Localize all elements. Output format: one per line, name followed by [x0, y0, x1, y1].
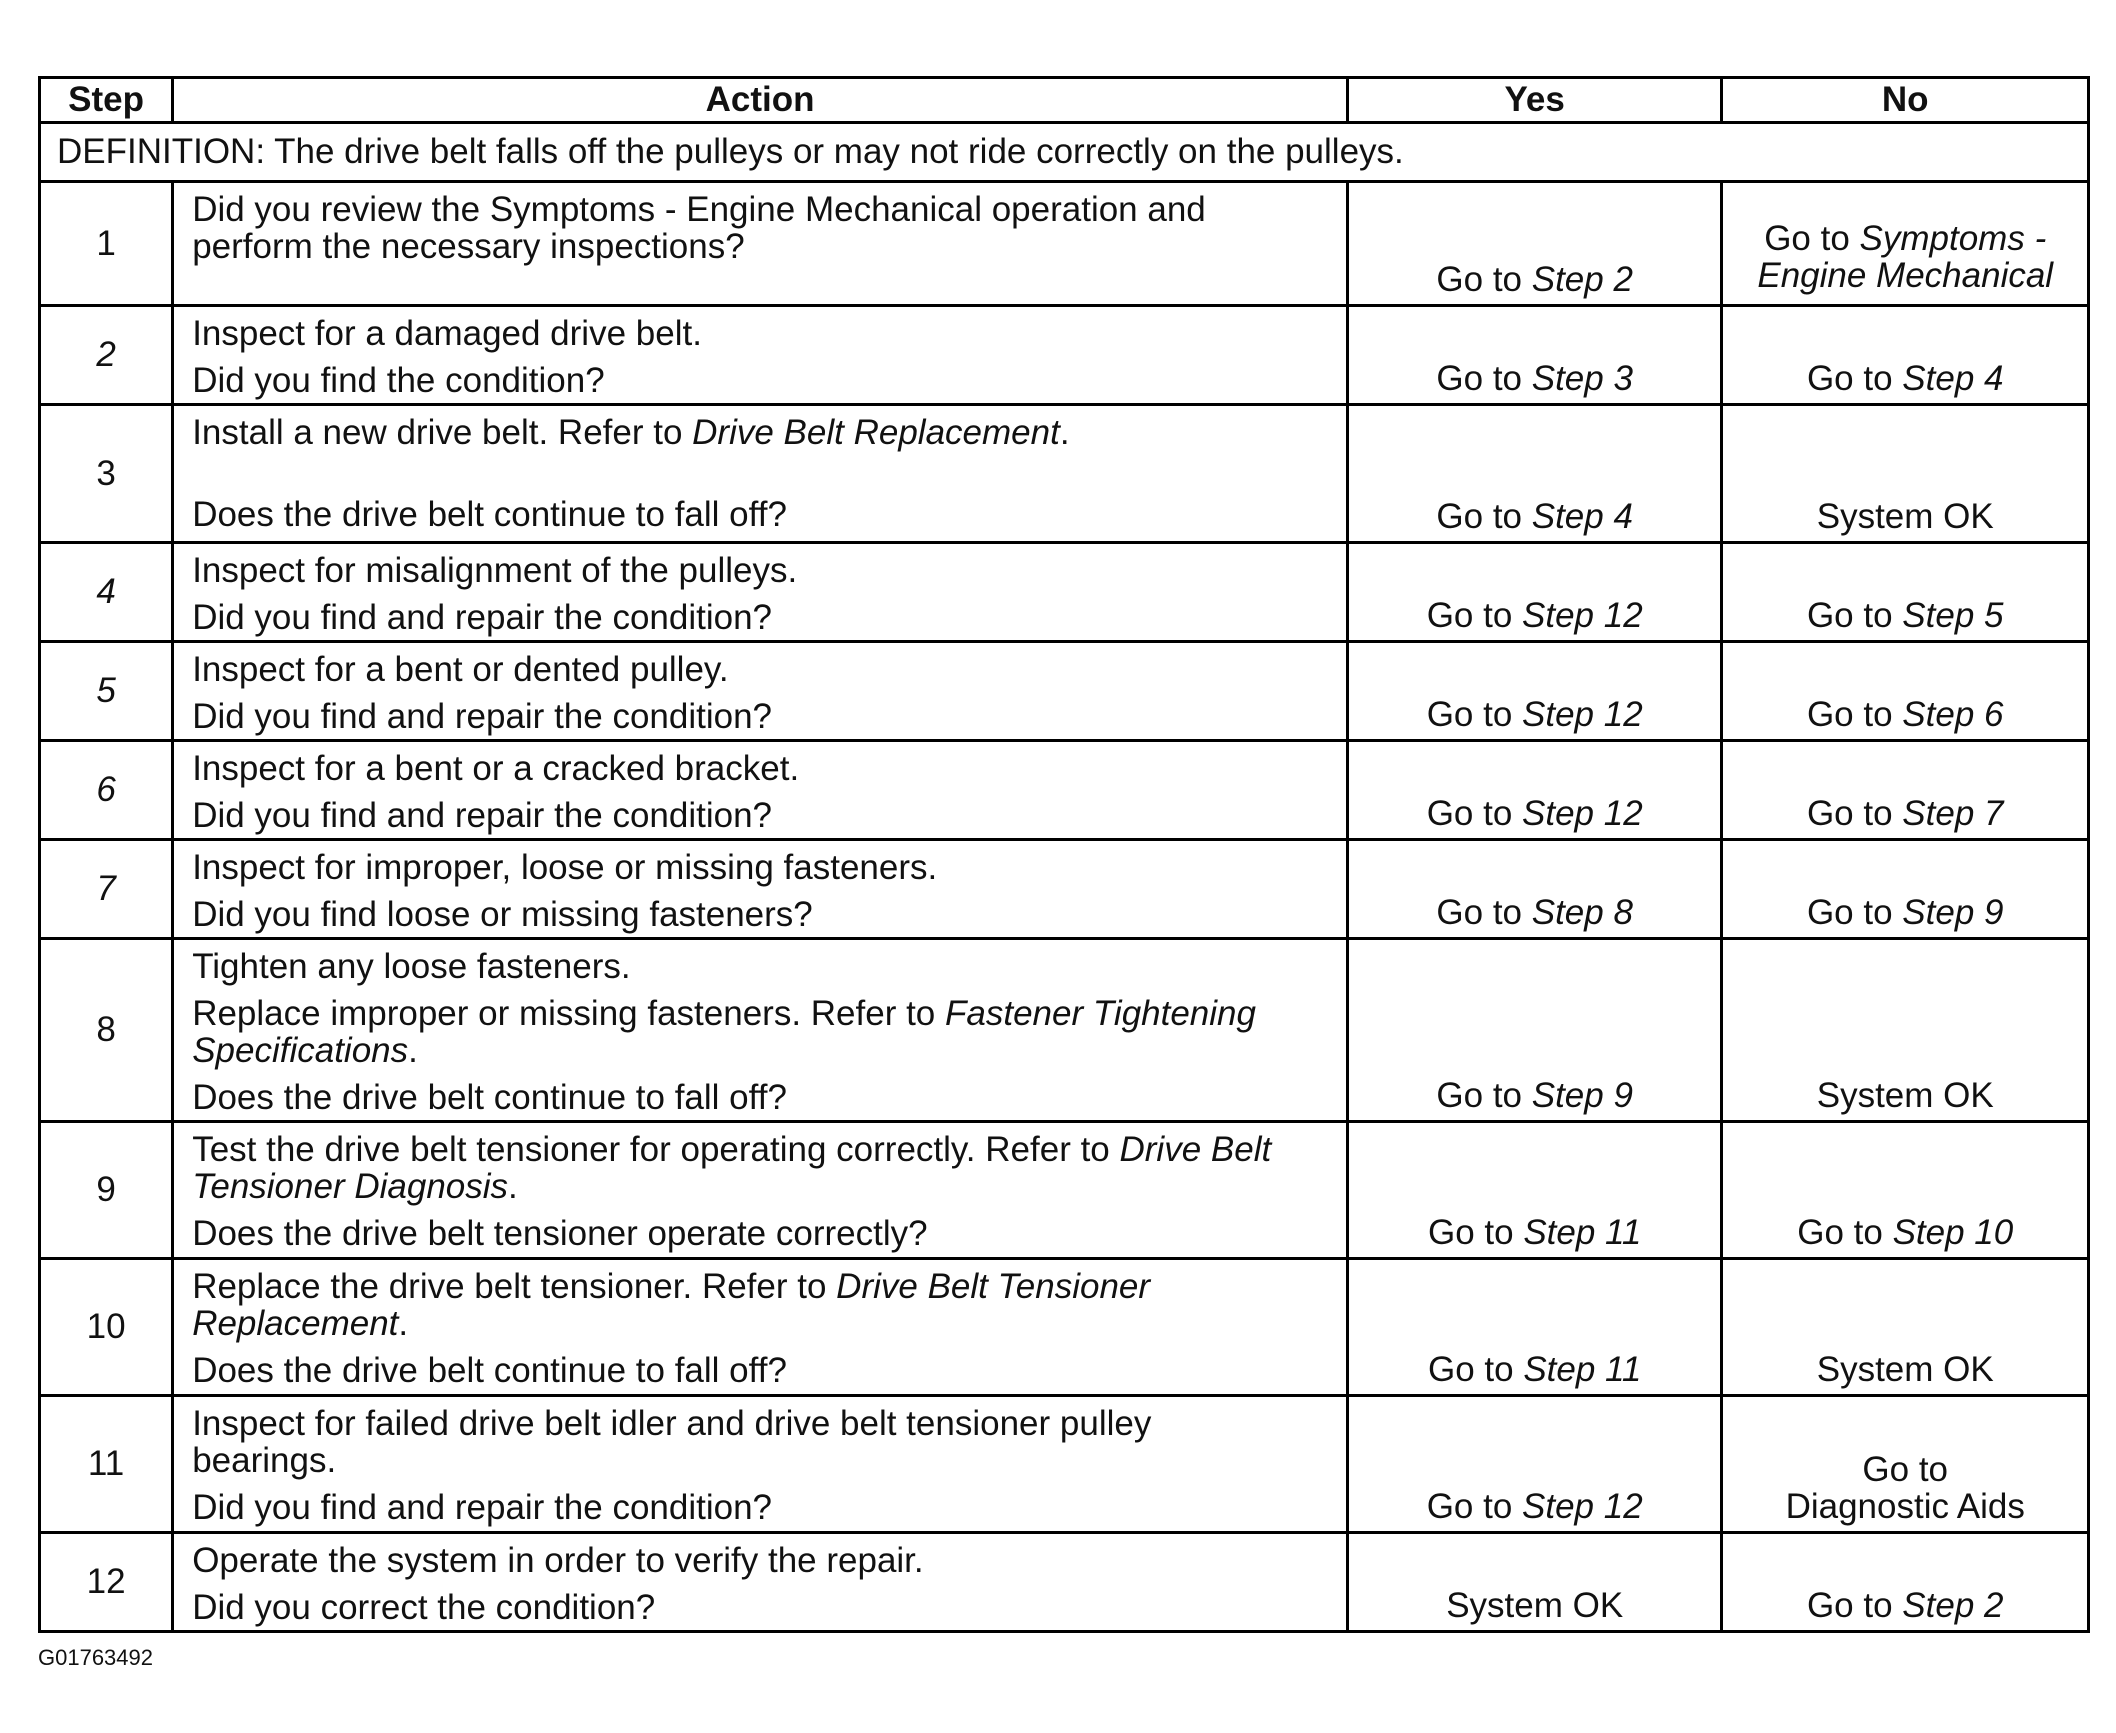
table-row	[40, 840, 2089, 939]
reference-link[interactable]: Fastener Tightening	[945, 994, 1256, 1033]
header-no: No	[1722, 78, 2089, 123]
action-cell	[173, 1533, 1348, 1632]
yes-prefix: Go to	[1426, 1487, 1523, 1526]
yes-cell	[1347, 840, 1722, 939]
action-cell	[173, 405, 1348, 543]
action-cell	[173, 1259, 1348, 1396]
action-line: Did you find the condition?	[192, 361, 605, 400]
reference-link[interactable]: Specifications	[192, 1031, 409, 1070]
action-line: Replacement.	[192, 1304, 409, 1343]
yes-prefix: Go to	[1426, 794, 1523, 833]
action-cell	[173, 543, 1348, 642]
action-line: Inspect for a bent or dented pulley.	[192, 650, 729, 689]
no-prefix: Go to	[1764, 218, 1860, 258]
action-line: bearings.	[192, 1441, 337, 1480]
action-line: Install a new drive belt. Refer to Drive Belt Replacement.	[192, 413, 1070, 452]
yes-ref: Step 4	[1531, 497, 1633, 536]
no-ref: Step 6	[1902, 695, 2004, 734]
no-ref: Step 5	[1902, 596, 2004, 635]
no-ref: Step 9	[1902, 893, 2004, 932]
action-line: Inspect for misalignment of the pulleys.	[192, 551, 798, 590]
yes-cell	[1347, 182, 1722, 306]
reference-link[interactable]: Replacement	[192, 1304, 399, 1343]
yes-cell	[1347, 1122, 1722, 1259]
yes-prefix: Go to	[1426, 695, 1523, 734]
action-cell	[173, 840, 1348, 939]
yes-cell	[1347, 1396, 1722, 1533]
yes-ref: Step 12	[1522, 596, 1643, 635]
step-number: 5	[40, 642, 173, 741]
figure-id: G01763492	[38, 1645, 153, 1670]
yes-cell	[1347, 741, 1722, 840]
yes-cell	[1347, 939, 1722, 1122]
yes-prefix: Go to	[1436, 893, 1532, 932]
action-line: Does the drive belt continue to fall off?	[192, 1078, 787, 1117]
table-row	[40, 741, 2089, 840]
action-cell	[173, 182, 1348, 306]
yes-prefix: Go to	[1426, 596, 1523, 635]
no-prefix: Go to	[1806, 695, 1903, 734]
yes-ref: Step 11	[1523, 1213, 1642, 1252]
no-prefix: Go to	[1806, 596, 1903, 635]
action-line: Replace improper or missing fasteners. Refer to Fastener Tightening	[192, 994, 1256, 1033]
yes-ref: Step 9	[1531, 1076, 1633, 1115]
no-cell	[1722, 543, 2089, 642]
table-row	[40, 1396, 2089, 1533]
header-action: Action	[173, 78, 1348, 123]
step-number: 2	[40, 306, 173, 405]
yes-prefix: Go to	[1427, 1213, 1524, 1252]
table-row	[40, 543, 2089, 642]
no-ref: Step 7	[1902, 794, 2004, 833]
action-line: Did you find and repair the condition?	[192, 1488, 773, 1527]
table-row	[40, 306, 2089, 405]
table-row	[40, 1122, 2089, 1259]
yes-cell	[1347, 1259, 1722, 1396]
action-line: Did you find and repair the condition?	[192, 697, 773, 736]
no-prefix: Go to	[1862, 1450, 1949, 1489]
reference-link[interactable]: Drive Belt	[1119, 1130, 1272, 1169]
action-line: Did you find and repair the condition?	[192, 796, 773, 835]
header-row	[40, 78, 2089, 123]
action-cell	[173, 741, 1348, 840]
table-row	[40, 405, 2089, 543]
definition-text: DEFINITION: The drive belt falls off the pulleys or may not ride correctly on the pulleys.	[40, 123, 2089, 182]
action-line: perform the necessary inspections?	[192, 227, 745, 266]
action-line: Does the drive belt continue to fall off?	[192, 495, 787, 534]
definition-row	[40, 123, 2089, 182]
table-row	[40, 642, 2089, 741]
reference-link[interactable]: Tensioner Diagnosis	[192, 1167, 509, 1206]
step-number: 1	[40, 182, 173, 306]
action-line: Replace the drive belt tensioner. Refer to Drive Belt Tensioner	[192, 1267, 1151, 1306]
step-number: 4	[40, 543, 173, 642]
diagnostic-table	[38, 76, 2090, 1633]
yes-ref: Step 12	[1522, 794, 1643, 833]
action-line: Does the drive belt continue to fall off?	[192, 1351, 787, 1390]
no-prefix: Go to	[1806, 893, 1903, 932]
yes-ref: Step 2	[1531, 260, 1633, 299]
no-ref: Symptoms -	[1859, 218, 2047, 258]
action-line: Did you review the Symptoms - Engine Mechanical operation and	[192, 190, 1206, 229]
action-line: Did you find loose or missing fasteners?	[192, 895, 813, 934]
yes-cell: System OK	[1347, 1533, 1722, 1632]
table-row	[40, 939, 2089, 1122]
action-line: Inspect for failed drive belt idler and drive belt tensioner pulley	[192, 1404, 1152, 1443]
yes-ref: Step 11	[1523, 1350, 1642, 1389]
no-cell: System OK	[1722, 939, 2089, 1122]
yes-prefix: Go to	[1436, 359, 1532, 398]
action-line: Specifications.	[192, 1031, 418, 1070]
yes-ref: Step 3	[1531, 359, 1633, 398]
header-yes: Yes	[1347, 78, 1722, 123]
action-cell	[173, 642, 1348, 741]
yes-ref: Step 8	[1531, 893, 1633, 932]
table-row	[40, 182, 2089, 306]
no-prefix: Go to	[1806, 1586, 1903, 1625]
no-cell	[1722, 741, 2089, 840]
step-number: 8	[40, 939, 173, 1122]
yes-prefix: Go to	[1436, 1076, 1532, 1115]
step-number: 12	[40, 1533, 173, 1632]
no-cell	[1722, 182, 2089, 306]
yes-cell	[1347, 306, 1722, 405]
yes-cell	[1347, 642, 1722, 741]
action-line: Did you correct the condition?	[192, 1588, 656, 1627]
action-line: Inspect for a damaged drive belt.	[192, 314, 702, 353]
step-number: 7	[40, 840, 173, 939]
action-line: Tighten any loose fasteners.	[192, 947, 631, 986]
yes-prefix: Go to	[1436, 260, 1532, 299]
yes-cell	[1347, 405, 1722, 543]
action-line: Does the drive belt tensioner operate correctly?	[192, 1214, 928, 1253]
reference-link[interactable]: Drive Belt Tensioner	[836, 1267, 1151, 1306]
no-ref: Engine Mechanical	[1757, 255, 2054, 295]
step-number: 10	[40, 1259, 173, 1396]
no-cell	[1722, 1122, 2089, 1259]
yes-ref: Step 12	[1522, 1487, 1643, 1526]
table-row	[40, 1259, 2089, 1396]
no-ref: Step 4	[1902, 359, 2004, 398]
step-number: 3	[40, 405, 173, 543]
yes-prefix: Go to	[1436, 497, 1532, 536]
action-line: Test the drive belt tensioner for operating correctly. Refer to Drive Belt	[192, 1130, 1272, 1169]
action-cell	[173, 1122, 1348, 1259]
yes-ref: Step 12	[1522, 695, 1643, 734]
no-ref: Diagnostic Aids	[1785, 1487, 2025, 1526]
no-cell	[1722, 840, 2089, 939]
no-cell	[1722, 642, 2089, 741]
table-row	[40, 1533, 2089, 1632]
header-step: Step	[40, 78, 173, 123]
yes-cell	[1347, 543, 1722, 642]
step-number: 11	[40, 1396, 173, 1533]
action-line: Did you find and repair the condition?	[192, 598, 773, 637]
action-line: Operate the system in order to verify the repair.	[192, 1541, 924, 1580]
no-cell: System OK	[1722, 405, 2089, 543]
yes-prefix: Go to	[1427, 1350, 1524, 1389]
step-number: 9	[40, 1122, 173, 1259]
action-line: Inspect for a bent or a cracked bracket.	[192, 749, 800, 788]
action-cell	[173, 306, 1348, 405]
no-ref: Step 2	[1902, 1586, 2004, 1625]
step-number: 6	[40, 741, 173, 840]
no-prefix: Go to	[1806, 794, 1903, 833]
no-cell: System OK	[1722, 1259, 2089, 1396]
action-cell	[173, 1396, 1348, 1533]
reference-link[interactable]: Drive Belt Replacement	[692, 413, 1060, 452]
action-cell	[173, 939, 1348, 1122]
no-cell	[1722, 1396, 2089, 1533]
action-line: Tensioner Diagnosis.	[192, 1167, 518, 1206]
no-prefix: Go to	[1806, 359, 1903, 398]
action-line: Inspect for improper, loose or missing fasteners.	[192, 848, 938, 887]
no-prefix: Go to	[1797, 1213, 1893, 1252]
no-cell	[1722, 1533, 2089, 1632]
no-cell	[1722, 306, 2089, 405]
no-ref: Step 10	[1892, 1213, 2014, 1252]
